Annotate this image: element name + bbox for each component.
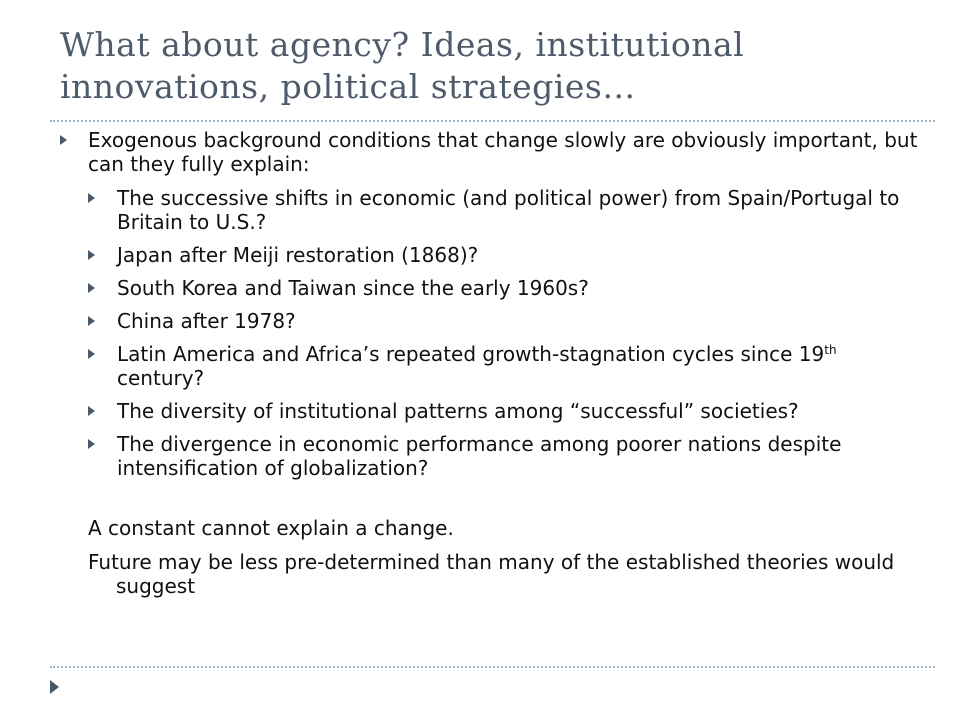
sub-bullet-7 [88,432,920,480]
slide-title [60,24,920,108]
sub-bullet-4 [88,309,920,333]
sub-bullet-3-text: South Korea and Taiwan since the early 1960s? [117,276,589,300]
sub-bullet-5 [88,342,920,390]
main-bullet [60,128,920,176]
conclusion-1: A constant cannot explain a change. [88,516,454,540]
sub-bullet-1-text: The successive shifts in economic (and political power) from Spain/Portugal to Britain to U.S.? [117,186,900,234]
triangle-bullet-icon [88,349,95,359]
sub-bullet-5-superscript: th [824,343,837,357]
sub-bullet-7-text: The divergence in economic performance among poorer nations despite intensification of globalization? [117,432,842,480]
slide-title-line-1: What about agency? Ideas, institutional [60,25,745,64]
slide-title-line-2: innovations, political strategies… [60,67,636,106]
triangle-bullet-icon [60,135,67,145]
triangle-bullet-icon [88,283,95,293]
sub-bullet-6-text: The diversity of institutional patterns among “successful” societies? [117,399,799,423]
triangle-bullet-icon [88,439,95,449]
conclusions [60,516,920,598]
conclusion-2: Future may be less pre-determined than many of the established theories would suggest [88,550,895,598]
sub-bullet-3 [88,276,920,300]
top-divider [50,120,935,122]
triangle-bullet-icon [88,193,95,203]
slide-body [60,128,920,608]
main-bullet-text: Exogenous background conditions that change slowly are obviously important, but can they fully explain: [88,128,918,176]
sub-bullet-2-text: Japan after Meiji restoration (1868)? [117,243,479,267]
sub-bullet-1 [88,186,920,234]
sub-bullet-4-text: China after 1978? [117,309,296,333]
sub-bullet-5-text: Latin America and Africa’s repeated growth-stagnation cycles since 19 [117,342,825,366]
bottom-divider [50,666,935,668]
triangle-bullet-icon [88,250,95,260]
sub-bullet-6 [88,399,920,423]
sub-bullet-2 [88,243,920,267]
sub-bullet-5-text-end: century? [117,366,205,390]
triangle-bullet-icon [88,316,95,326]
triangle-footer-icon [50,680,59,694]
triangle-bullet-icon [88,406,95,416]
